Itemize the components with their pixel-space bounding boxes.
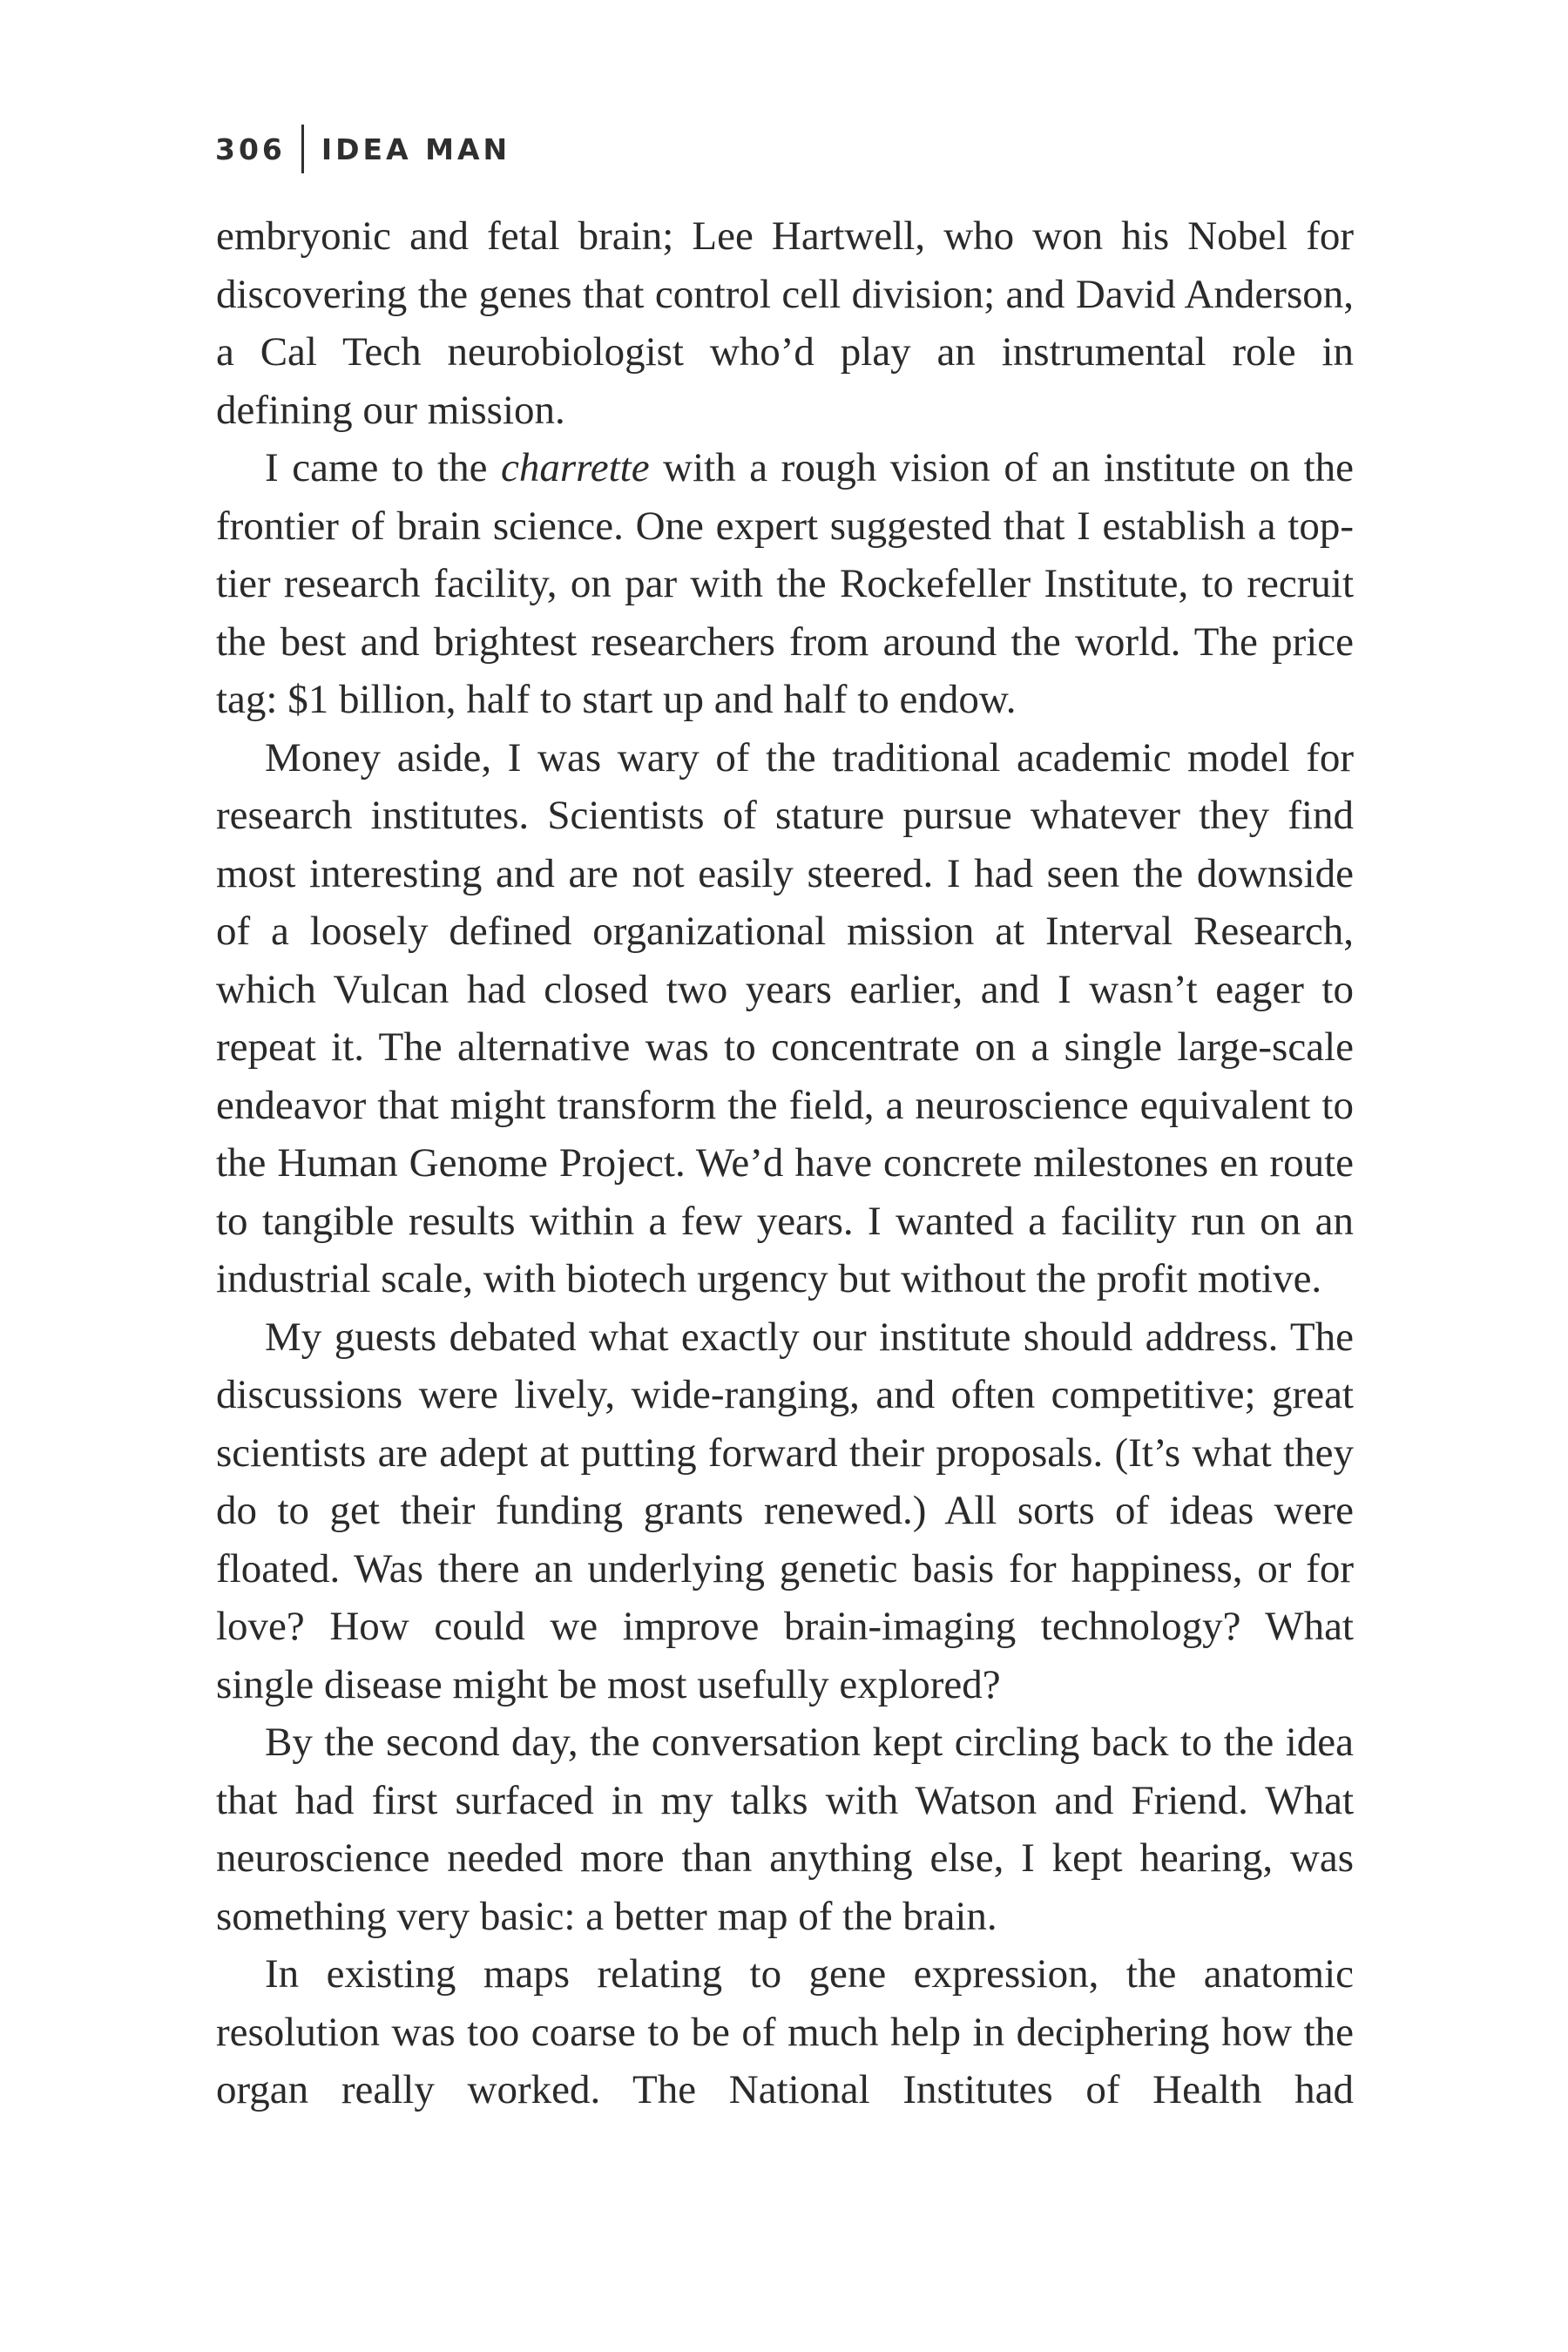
italic-term: charrette [501, 445, 650, 490]
paragraph-1: embryonic and fetal brain; Lee Hartwell, who won his Nobel for discovering the genes that control cell division; and David Anderson, a Cal Tech neurobiologist who’d play an instrumental role in defining our mission. [216, 213, 1354, 433]
book-title: IDEA MAN [321, 132, 511, 166]
body-text [216, 207, 1354, 2119]
paragraph-3: Money aside, I was wary of the traditional academic model for research institutes. Scientists of stature pursue whatever they find most interesting and are not easily steered. I had seen the downside of a loosely defined organizational mission at Interval Research, which Vulcan had closed two years earlier, and I wasn’t eager to repeat it. The alternative was to concentrate on a single large-scale endeavor that might transform the field, a neuroscience equivalent to the Human Genome Project. We’d have concrete milestones en route to tangible results within a few years. I wanted a facility run on an industrial scale, with biotech urgency but without the profit motive. [216, 734, 1354, 1301]
paragraph-6: In existing maps relating to gene expression, the anatomic resolution was too coarse to be of much help in deciphering how the organ really worked. The National Institutes of Health had [216, 1951, 1354, 2112]
header-divider [301, 125, 304, 173]
paragraph-2-rest: with a rough vision of an institute on the frontier of brain science. One expert suggested that I establish a top-tier research facility, on par with the Rockefeller Institute, to recruit the best and brightest researchers from around the world. The price tag: $1 billion, half to start up and half to endow. [216, 445, 1354, 722]
paragraph-2 [216, 439, 1354, 729]
running-head [215, 124, 510, 174]
page-number: 306 [215, 132, 286, 166]
paragraph-2-lead: I came to the [265, 445, 502, 490]
paragraph-4: My guests debated what exactly our institute should address. The discussions were lively, wide-ranging, and often competitive; great scientists are adept at putting forward their proposals. (It’s what they do to get their funding grants renewed.) All sorts of ideas were floated. Was there an underlying genetic basis for happiness, or for love? How could we improve brain-imaging technology? What single disease might be most usefully explored? [216, 1314, 1354, 1707]
paragraph-5: By the second day, the conversation kept circling back to the idea that had first surfaced in my talks with Watson and Friend. What neuroscience needed more than anything else, I kept hearing, was something very basic: a better map of the brain. [216, 1720, 1354, 1939]
